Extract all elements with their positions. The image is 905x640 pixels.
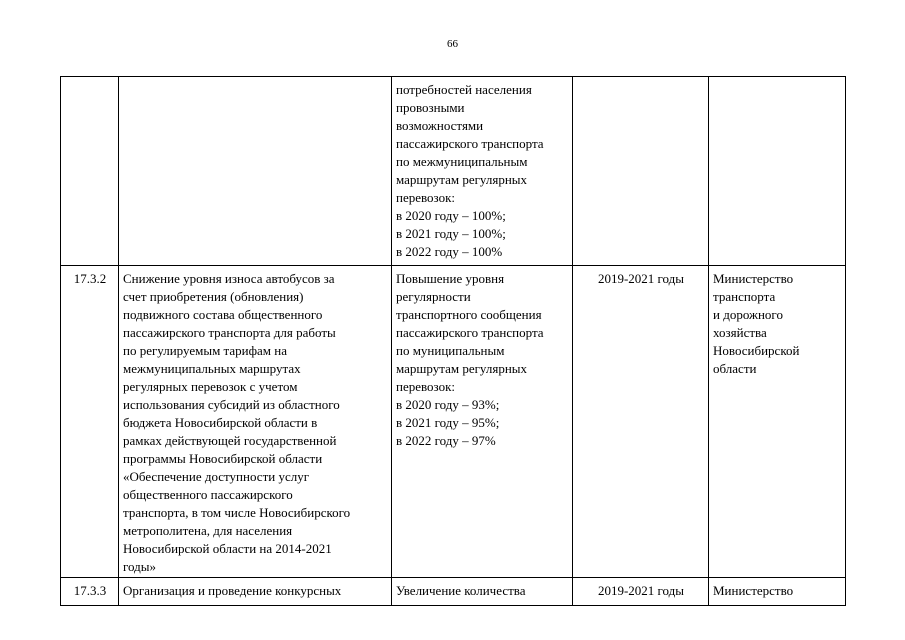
- activity-line: счет приобретения (обновления): [123, 289, 304, 304]
- activity-line: метрополитена, для населения: [123, 523, 293, 538]
- indicator-line: Увеличение количества: [396, 583, 526, 598]
- indicator-line: перевозок:: [396, 379, 456, 394]
- activity-cell: [119, 578, 392, 606]
- measures-table: [60, 76, 846, 606]
- executor-line: области: [713, 361, 757, 376]
- page-number: 66: [447, 38, 458, 50]
- activity-line: использования субсидий из областного: [123, 397, 340, 412]
- item-number-cell: 17.3.2: [61, 266, 119, 578]
- executor-line: Новосибирской: [713, 343, 800, 358]
- table-row: [61, 578, 846, 606]
- indicator-line: в 2022 году – 97%: [396, 433, 496, 448]
- table-row: [61, 77, 846, 266]
- activity-line: общественного пассажирского: [123, 487, 293, 502]
- activity-line: «Обеспечение доступности услуг: [123, 469, 310, 484]
- term-cell: 2019-2021 годы: [573, 578, 709, 606]
- activity-line: регулярных перевозок с учетом: [123, 379, 298, 394]
- indicator-line: транспортного сообщения: [396, 307, 542, 322]
- indicator-line: в 2021 году – 95%;: [396, 415, 500, 430]
- indicator-cell: [392, 578, 573, 606]
- indicator-line: в 2021 году – 100%;: [396, 226, 506, 241]
- activity-cell: [119, 266, 392, 578]
- term-cell: 2019-2021 годы: [573, 266, 709, 578]
- indicator-line: возможностями: [396, 118, 484, 133]
- indicator-line: маршрутам регулярных: [396, 361, 528, 376]
- indicator-line: в 2020 году – 100%;: [396, 208, 506, 223]
- item-number-cell: [61, 77, 119, 266]
- indicator-cell: [392, 266, 573, 578]
- activity-line: годы»: [123, 559, 156, 574]
- indicator-line: по межмуниципальным: [396, 154, 528, 169]
- activity-line: Организация и проведение конкурсных: [123, 583, 342, 598]
- executor-cell: [709, 77, 846, 266]
- activity-line: подвижного состава общественного: [123, 307, 323, 322]
- indicator-line: провозными: [396, 100, 465, 115]
- executor-line: Министерство: [713, 271, 794, 286]
- indicator-line: регулярности: [396, 289, 471, 304]
- activity-line: Снижение уровня износа автобусов за: [123, 271, 335, 286]
- indicator-cell: [392, 77, 573, 266]
- activity-line: транспорта, в том числе Новосибирского: [123, 505, 351, 520]
- indicator-line: потребностей населения: [396, 82, 532, 97]
- activity-cell: [119, 77, 392, 266]
- indicator-line: пассажирского транспорта: [396, 325, 544, 340]
- indicator-line: по муниципальным: [396, 343, 505, 358]
- activity-line: программы Новосибирской области: [123, 451, 323, 466]
- executor-cell: [709, 266, 846, 578]
- executor-line: транспорта: [713, 289, 776, 304]
- term-cell: [573, 77, 709, 266]
- executor-line: Министерство: [713, 583, 794, 598]
- indicator-line: в 2022 году – 100%: [396, 244, 503, 259]
- activity-line: рамках действующей государственной: [123, 433, 337, 448]
- activity-line: по регулируемым тарифам на: [123, 343, 288, 358]
- indicator-line: перевозок:: [396, 190, 456, 205]
- executor-cell: [709, 578, 846, 606]
- activity-line: Новосибирской области на 2014-2021: [123, 541, 332, 556]
- indicator-line: Повышение уровня: [396, 271, 505, 286]
- executor-line: и дорожного: [713, 307, 783, 322]
- activity-line: пассажирского транспорта для работы: [123, 325, 336, 340]
- indicator-line: пассажирского транспорта: [396, 136, 544, 151]
- item-number-cell: 17.3.3: [61, 578, 119, 606]
- indicator-line: в 2020 году – 93%;: [396, 397, 500, 412]
- table-row: [61, 266, 846, 578]
- activity-line: межмуниципальных маршрутах: [123, 361, 301, 376]
- executor-line: хозяйства: [713, 325, 767, 340]
- indicator-line: маршрутам регулярных: [396, 172, 528, 187]
- activity-line: бюджета Новосибирской области в: [123, 415, 318, 430]
